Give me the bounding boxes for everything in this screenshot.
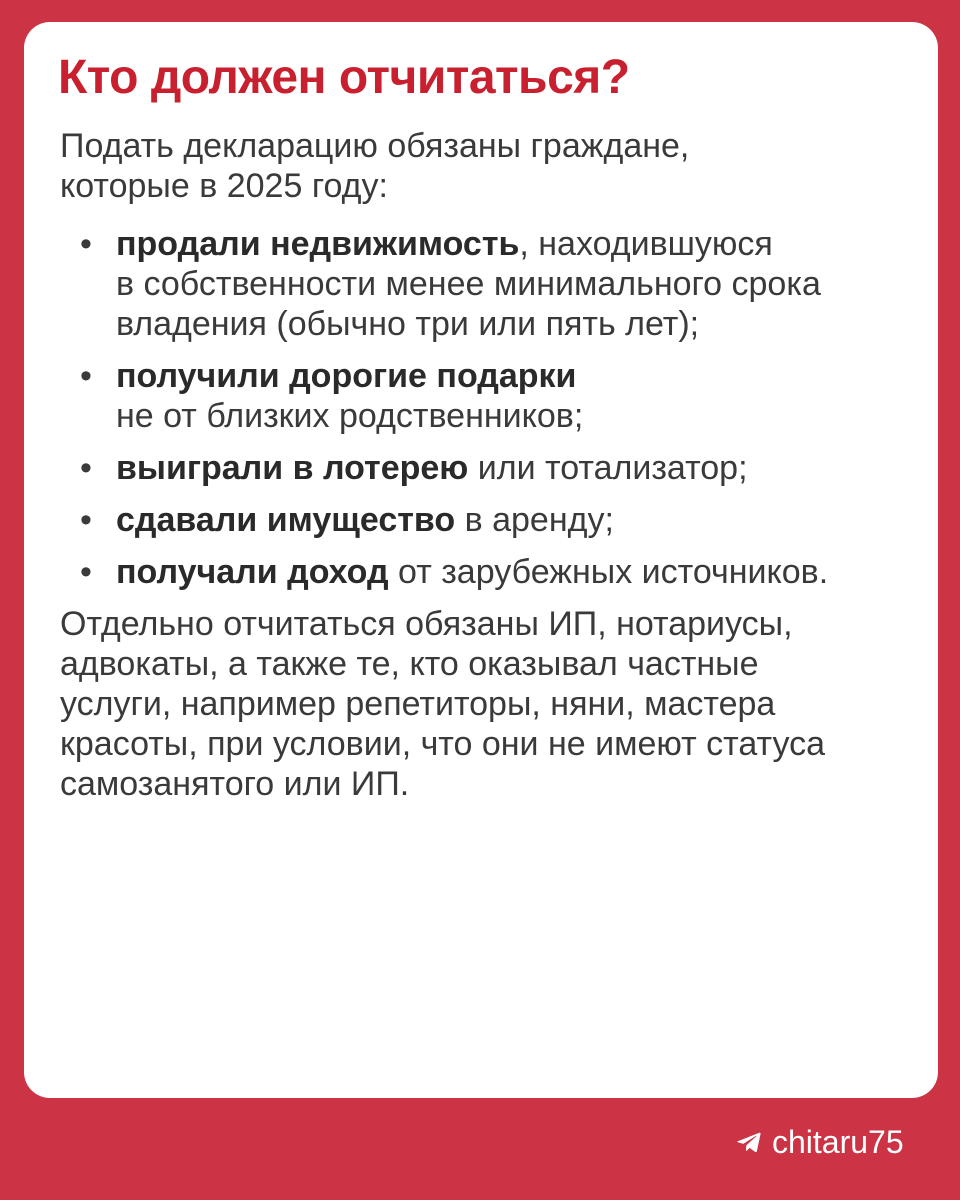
telegram-icon bbox=[736, 1129, 762, 1155]
outro-paragraph bbox=[60, 604, 910, 804]
telegram-handle-link[interactable] bbox=[712, 1106, 960, 1178]
list-item bbox=[80, 552, 920, 592]
telegram-handle bbox=[736, 1120, 904, 1164]
list-item-highlight: получали доход bbox=[116, 553, 389, 591]
list-item-text: , находившуюся bbox=[519, 225, 773, 263]
bullet-icon: • bbox=[80, 225, 92, 263]
list-item bbox=[80, 356, 920, 436]
list-item bbox=[80, 500, 920, 540]
list-item bbox=[80, 448, 920, 488]
page-title: Кто должен отчитаться? bbox=[58, 51, 630, 104]
list-item-highlight: выиграли в лотерею bbox=[116, 449, 469, 487]
bullet-icon: • bbox=[80, 357, 92, 395]
list-item-text: от зарубежных источников. bbox=[388, 553, 829, 591]
bullet-icon: • bbox=[80, 553, 92, 591]
handle-text: chitaru75 bbox=[772, 1123, 904, 1160]
intro-line: которые в 2025 году: bbox=[60, 167, 388, 205]
intro-paragraph bbox=[60, 126, 900, 206]
list-item-text: в аренду; bbox=[455, 501, 614, 539]
bullet-icon: • bbox=[80, 449, 92, 487]
outro-line: адвокаты, а также те, кто оказывал частные bbox=[60, 645, 759, 683]
list-item-highlight: сдавали имущество bbox=[116, 501, 456, 539]
outro-line: самозанятого или ИП. bbox=[60, 765, 410, 803]
bullet-icon: • bbox=[80, 501, 92, 539]
list-item-text: владения (обычно три или пять лет); bbox=[116, 305, 700, 343]
outro-line: красоты, при условии, что они не имеют статуса bbox=[60, 725, 825, 763]
outro-line: услуги, например репетиторы, няни, мастера bbox=[60, 685, 776, 723]
list-item-highlight: продали недвижимость bbox=[116, 225, 520, 263]
list-item-text: в собственности менее минимального срока bbox=[116, 265, 821, 303]
list-item-highlight: получили дорогие подарки bbox=[116, 357, 577, 395]
list-item bbox=[80, 224, 920, 344]
outro-line: Отдельно отчитаться обязаны ИП, нотариусы, bbox=[60, 605, 793, 643]
intro-line: Подать декларацию обязаны граждане, bbox=[60, 127, 690, 165]
obligations-list bbox=[80, 224, 920, 604]
list-item-text: или тотализатор; bbox=[468, 449, 748, 487]
list-item-text: не от близких родственников; bbox=[116, 397, 584, 435]
